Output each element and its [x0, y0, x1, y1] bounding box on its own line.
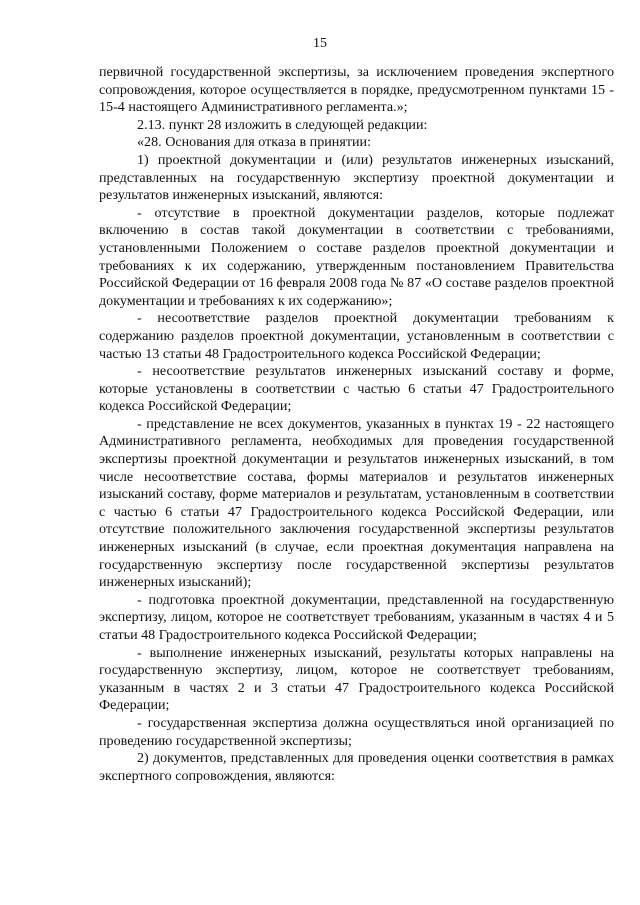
paragraph: - выполнение инженерных изысканий, результаты которых направлены на государственную экспертизу, лицом, которое не соответствует требованиям, указанным в частях 2 и 3 статьи 47 Градостроительного кодекса Российской Федерации; — [99, 644, 614, 714]
paragraph: «28. Основания для отказа в принятии: — [137, 134, 371, 151]
paragraph: 2) документов, представленных для проведения оценки соответствия в рамках экспертного сопровождения, являются: — [99, 750, 614, 784]
paragraph: - подготовка проектной документации, представленной на государственную экспертизу, лицом, которое не соответствует требованиям, указанным в частях 4 и 5 статьи 48 Градостроительного кодекса Российской Федерации; — [99, 591, 614, 643]
paragraph: - несоответствие разделов проектной документации требованиям к содержанию разделов проектной документации, установленным в соответствии с частью 13 статьи 48 Градостроительного кодекса Российской Федерации; — [99, 310, 614, 362]
paragraph: - отсутствие в проектной документации разделов, которые подлежат включению в состав такой документации в соответствии с требованиями, установленными Положением о составе разделов проектной документации и требованиях к их содержанию, утвержденным постановлением Правительства Российской Федерации от 16 февраля 2008 года № 87 «О составе разделов проектной документации и требованиях к их содержанию»; — [99, 204, 614, 309]
paragraph: - несоответствие результатов инженерных изысканий составу и форме, которые установлены в соответствии с частью 6 статьи 47 Градостроительного кодекса Российской Федерации; — [99, 363, 614, 415]
document-body — [99, 64, 614, 785]
paragraph: - государственная экспертиза должна осуществляться иной организацией по проведению государственной экспертизы; — [99, 714, 614, 749]
paragraph: 2.13. пункт 28 изложить в следующей редакции: — [137, 116, 428, 133]
page-number: 15 — [313, 36, 327, 51]
paragraph: первичной государственной экспертизы, за исключением проведения экспертного сопровождения, которое осуществляется в порядке, предусмотренном пунктами 15 - 15-4 настоящего Административного регламента.»; — [99, 64, 614, 116]
paragraph: 1) проектной документации и (или) результатов инженерных изысканий, представленных на государственную экспертизу проектной документации и результатов инженерных изысканий, являются: — [99, 151, 614, 204]
paragraph: - представление не всех документов, указанных в пунктах 19 - 22 настоящего Административного регламента, необходимых для проведения государственной экспертизы проектной документации и результатов инженерных изысканий, в том числе несоответствие состава, формы материалов и результатов инженерных изысканий составу, форме материалов и результатам, установленным в соответствии с частью 6 статьи 47 Градостроительного кодекса Российской Федерации, или отсутствие положительного заключения государственной экспертизы результатов инженерных изысканий (в случае, если проектная документация направлена на государственную экспертизу после государственной экспертизы результатов инженерных изысканий); — [99, 415, 614, 591]
